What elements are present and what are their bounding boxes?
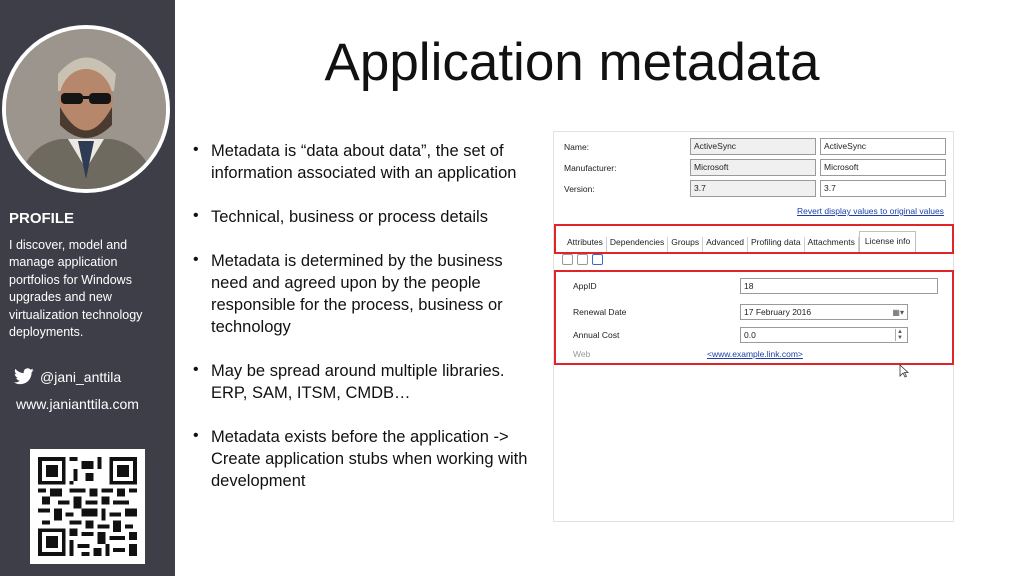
twitter-row[interactable] (14, 368, 121, 385)
version-display-field[interactable]: 3.7 (820, 180, 946, 197)
avatar (2, 25, 170, 193)
appid-field[interactable]: 18 (740, 278, 938, 294)
calendar-dropdown-icon[interactable]: ▦▾ (892, 307, 904, 317)
bullet-item: • Metadata exists before the application -> Create application stubs when working with development (192, 426, 542, 492)
detail-toolbar (562, 254, 603, 265)
name-row (564, 138, 950, 155)
web-row (573, 349, 803, 359)
renewal-row (573, 304, 908, 320)
profile-sidebar (0, 0, 175, 576)
qr-code-icon (38, 457, 137, 556)
app-properties-screenshot (553, 131, 954, 522)
tab-license-info[interactable]: License info (859, 231, 916, 252)
manufacturer-display-field[interactable]: Microsoft (820, 159, 946, 176)
profile-text: I discover, model and manage application portfolios for Windows upgrades and new virtualization technology deployments. (9, 238, 143, 340)
version-row (564, 180, 950, 197)
tab-groups[interactable]: Groups (668, 237, 703, 252)
spinner-arrows-icon[interactable]: ▲ ▼ (895, 329, 904, 341)
annual-cost-value: 0.0 (744, 330, 756, 340)
slide-title: Application metadata (324, 33, 820, 92)
tab-attachments[interactable]: Attachments (805, 237, 859, 252)
annual-cost-label: Annual Cost (573, 330, 620, 340)
manufacturer-row (564, 159, 950, 176)
bullet-item: • Metadata is “data about data”, the set of information associated with an application (192, 140, 542, 184)
renewal-date-label: Renewal Date (573, 307, 627, 317)
appid-row (573, 278, 938, 294)
annual-cost-stepper[interactable] (740, 327, 908, 343)
license-detail-panel (554, 270, 954, 365)
web-label: Web (573, 349, 591, 359)
website-link[interactable]: www.janianttila.com (16, 396, 139, 412)
name-display-field[interactable]: ActiveSync (820, 138, 946, 155)
mouse-cursor-icon (899, 364, 909, 378)
window-icon[interactable] (592, 254, 603, 265)
bullet-list (192, 140, 542, 514)
renewal-date-value: 17 February 2016 (744, 307, 812, 317)
cost-row (573, 327, 908, 343)
bullet-item: • May be spread around multiple libraries. ERP, SAM, ITSM, CMDB… (192, 360, 542, 404)
bullet-item: • Metadata is determined by the business need and agreed upon by the people responsible for the process, business or technology (192, 250, 542, 338)
profile-heading: PROFILE (9, 210, 75, 227)
web-link[interactable]: <www.example.link.com> (707, 349, 803, 359)
twitter-bird-icon (14, 368, 34, 385)
version-label: Version: (564, 183, 595, 194)
appid-label: AppID (573, 281, 597, 291)
twitter-handle: @jani_anttila (40, 368, 122, 385)
version-original-field[interactable]: 3.7 (690, 180, 816, 197)
revert-values-link[interactable]: Revert display values to original values (797, 206, 944, 216)
name-original-field[interactable]: ActiveSync (690, 138, 816, 155)
tab-dependencies[interactable]: Dependencies (607, 237, 668, 252)
bullet-item: • Technical, business or process details (192, 206, 542, 228)
renewal-date-picker[interactable] (740, 304, 908, 320)
name-label: Name: (564, 141, 590, 152)
save-icon[interactable] (562, 254, 573, 265)
tab-attributes[interactable]: Attributes (564, 237, 607, 252)
manufacturer-label: Manufacturer: (564, 162, 617, 173)
tab-strip (554, 224, 954, 254)
tab-advanced[interactable]: Advanced (703, 237, 748, 252)
qr-code (30, 449, 145, 564)
manufacturer-original-field[interactable]: Microsoft (690, 159, 816, 176)
avatar-portrait-icon (6, 29, 166, 189)
refresh-icon[interactable] (577, 254, 588, 265)
tab-profiling-data[interactable]: Profiling data (748, 237, 805, 252)
